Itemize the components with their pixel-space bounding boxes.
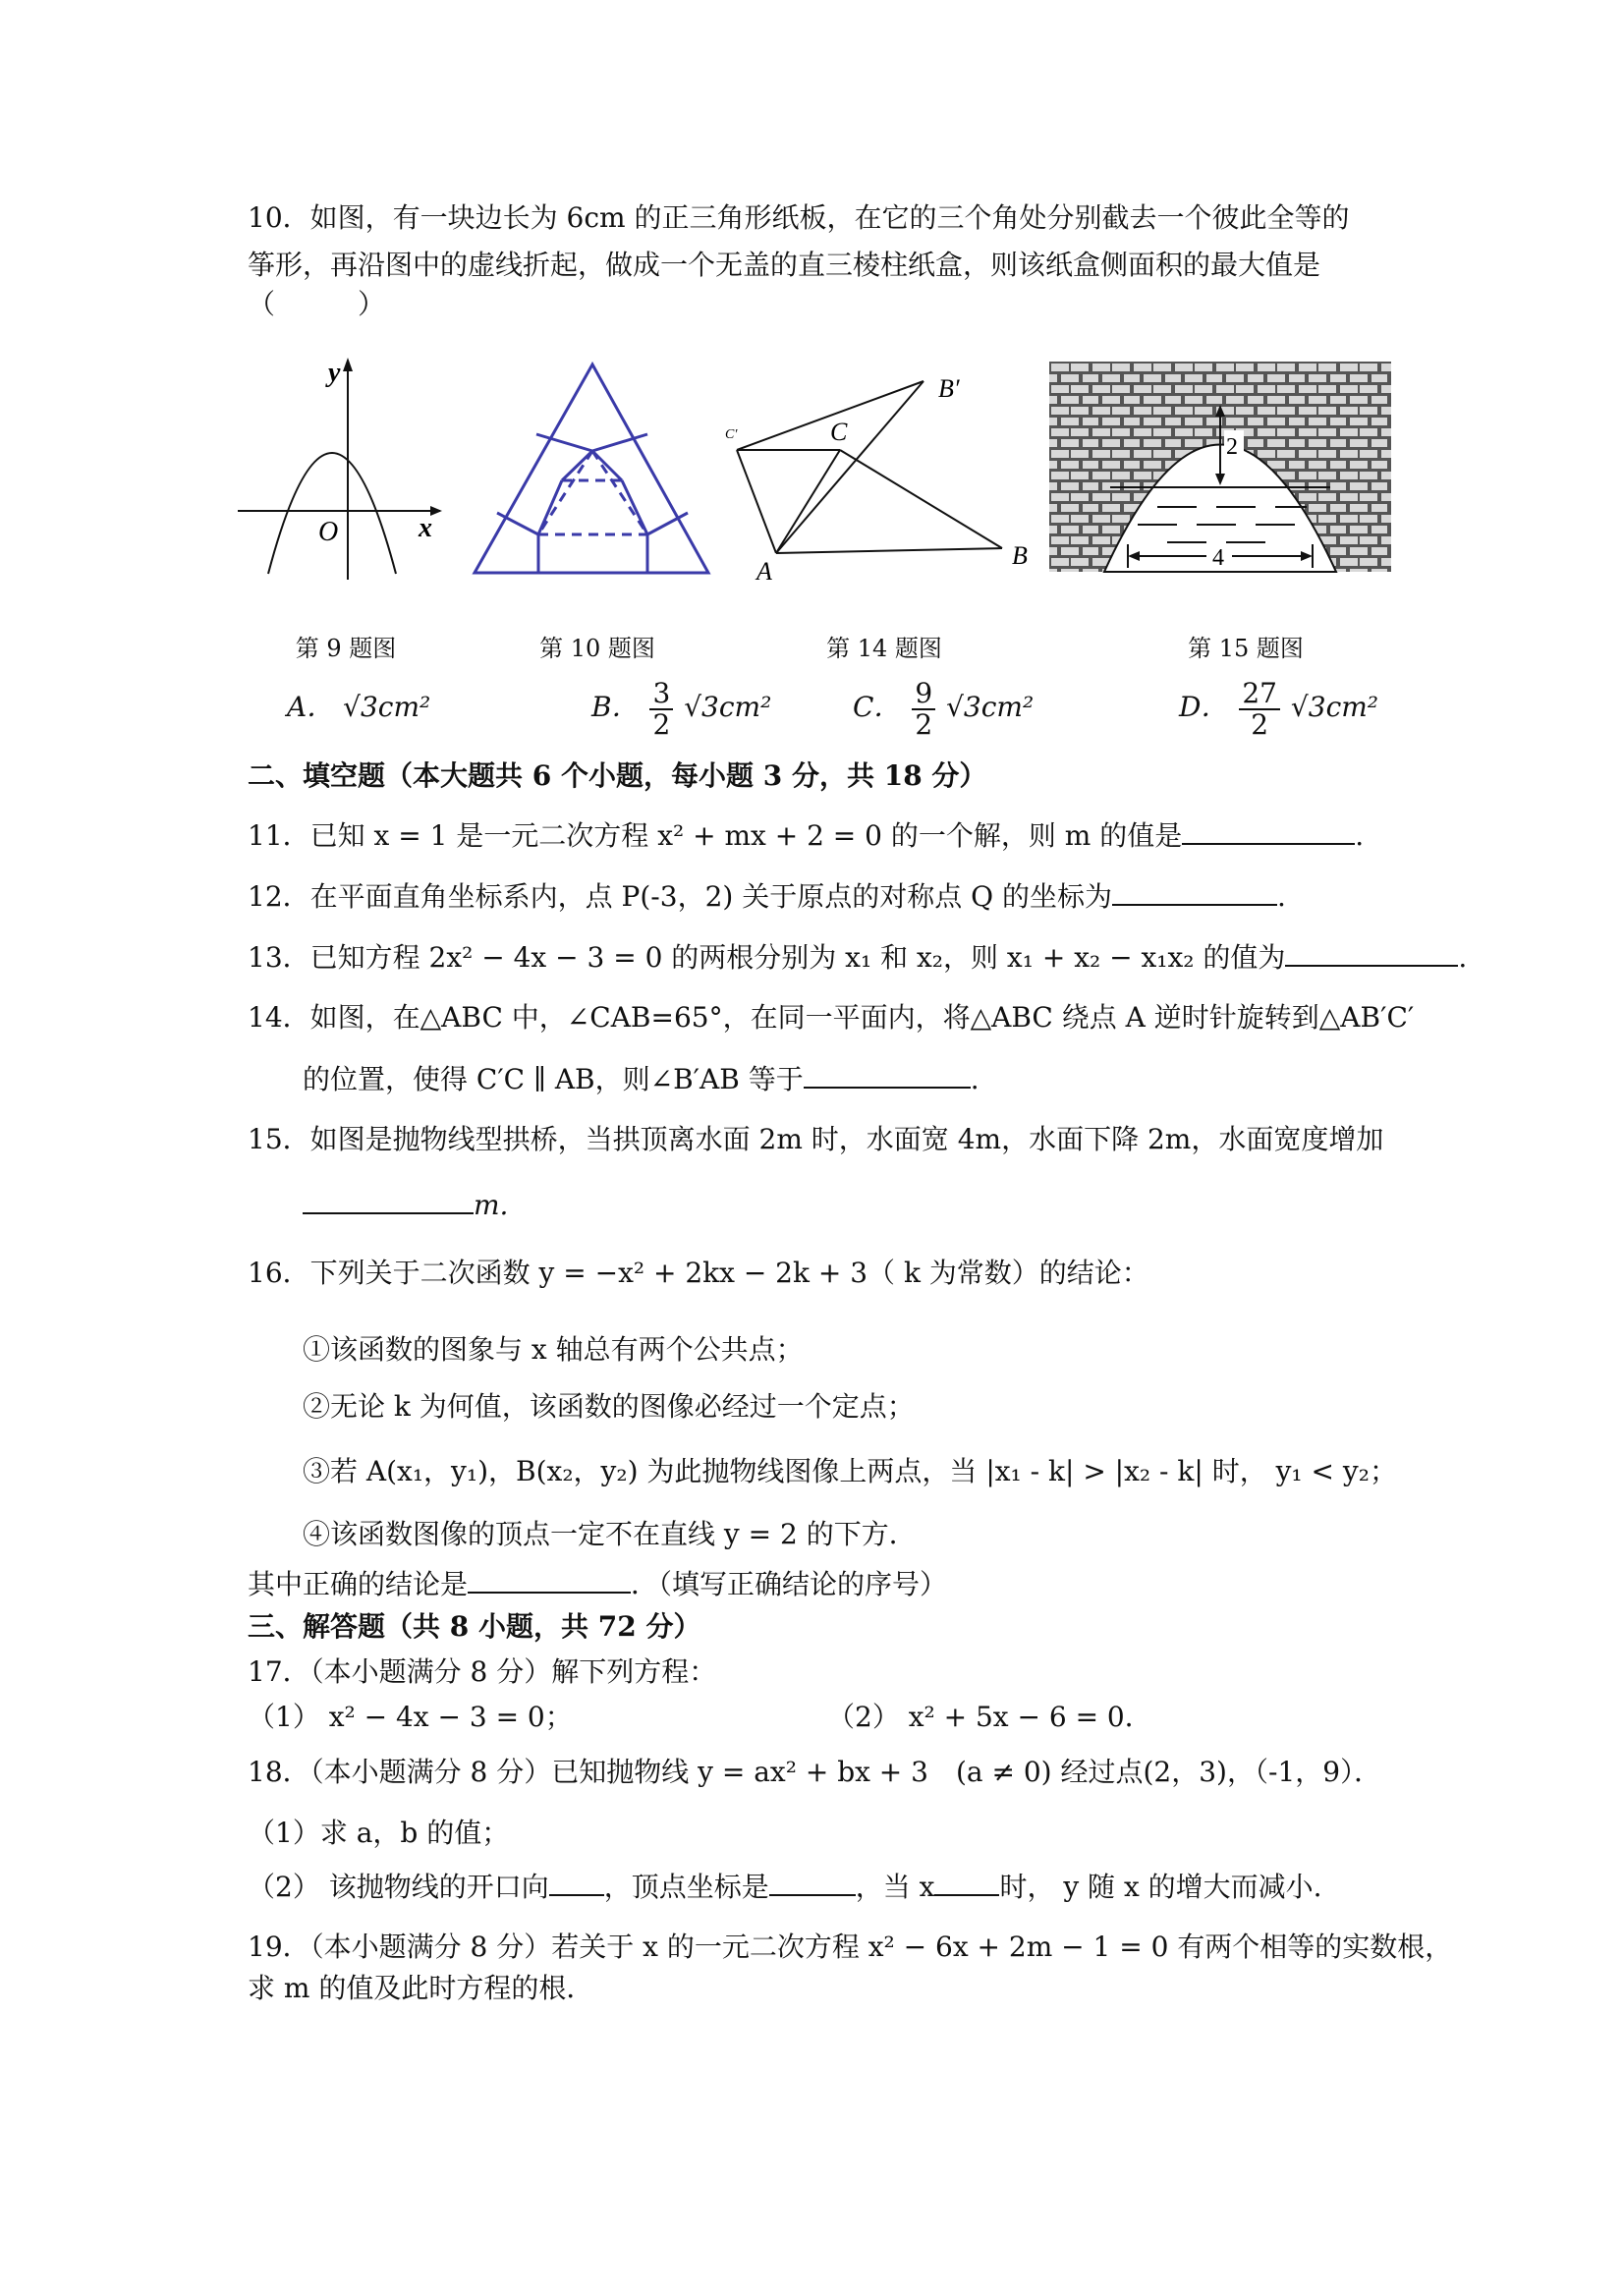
q18-part1: （1）求 a，b 的值； <box>248 1817 510 1849</box>
q16-statement-4: ④该函数图像的顶点一定不在直线 y = 2 的下方． <box>303 1518 917 1550</box>
q10-line1: 10．如图，有一块边长为 6cm 的正三角形纸板，在它的三个角处分别截去一个彼此全等的 <box>248 201 1350 234</box>
fig14-caption: 第 14 题图 <box>826 635 942 662</box>
q16-statement-3: ③若 A(x₁，y₁)，B(x₂，y₂) 为此抛物线图像上两点，当 |x₁ - k| > |x₂ - k| 时， y₁ < y₂； <box>303 1455 1397 1487</box>
q10-line3: （ ） <box>248 288 386 320</box>
option-d: D． $\frac{27}{2}$ √3cm² <box>1179 676 1379 741</box>
fig14-label-cprime: C′ <box>725 427 738 442</box>
figure-10-triangle <box>468 360 715 578</box>
fig14-label-b: B <box>1012 541 1028 570</box>
q16-line1: 16．下列关于二次函数 y = −x² + 2kx − 2k + 3（ k 为常数）的结论： <box>248 1257 1149 1289</box>
q15-line1: 15．如图是抛物线型拱桥，当拱顶离水面 2m 时，水面宽 4m，水面下降 2m，水面宽度增加 <box>248 1123 1384 1155</box>
fig14-label-a: A <box>756 557 772 586</box>
q16-statement-2: ②无论 k 为何值，该函数的图像必经过一个定点； <box>303 1390 915 1423</box>
fig14-label-c: C <box>830 418 848 446</box>
fig10-caption: 第 10 题图 <box>539 635 655 662</box>
q15-line2: m. <box>303 1185 1387 1225</box>
fig9-y-label: y <box>328 358 341 388</box>
q17-part2: （2） x² + 5x − 6 = 0． <box>827 1701 1152 1733</box>
fig9-origin-label: O <box>318 517 339 547</box>
option-c: C． $\frac{9}{2}$ √3cm² <box>853 676 1035 741</box>
fig15-width-label: 4 <box>1212 545 1224 571</box>
figure-9-parabola <box>234 352 450 588</box>
q17-line1: 17．（本小题满分 8 分）解下列方程： <box>248 1655 717 1688</box>
fig9-caption: 第 9 题图 <box>295 635 397 662</box>
q12: 12．在平面直角坐标系内，点 P(-3，2) 关于原点的对称点 Q 的坐标为 . <box>248 876 1387 917</box>
figure-14-rotation <box>717 362 1041 588</box>
q14-line2: 的位置，使得 C′C ∥ AB，则∠B′AB 等于 . <box>303 1059 1387 1099</box>
fig14-label-bprime: B′ <box>938 374 960 403</box>
option-a: A． √3cm² <box>287 691 431 723</box>
q13: 13．已知方程 2x² − 4x − 3 = 0 的两根分别为 x₁ 和 x₂，则 x₁ + x₂ − x₁x₂ 的值为 . <box>248 937 1387 978</box>
figure-15-arch-bridge <box>1049 362 1391 580</box>
q18-part2: （2） 该抛物线的开口向 ，顶点坐标是 ，当 x 时， y 随 x 的增大而减小. <box>248 1867 1387 1907</box>
section-3-heading: 三、解答题（共 8 小题，共 72 分） <box>248 1610 701 1643</box>
q10-line2: 筝形，再沿图中的虚线折起，做成一个无盖的直三棱柱纸盒，则该纸盒侧面积的最大值是 <box>248 249 1321 281</box>
q18-line1: 18．（本小题满分 8 分）已知抛物线 y = ax² + bx + 3 (a ≠ 0) 经过点(2，3)，（-1，9）． <box>248 1756 1382 1788</box>
fig15-height-label: 2 <box>1226 434 1238 460</box>
option-b: B． $\frac{3}{2}$ √3cm² <box>591 676 772 741</box>
fig15-caption: 第 15 题图 <box>1188 635 1304 662</box>
fig9-x-label: x <box>419 513 432 543</box>
q14-line1: 14．如图，在△ABC 中，∠CAB=65°，在同一平面内，将△ABC 绕点 A 逆时针旋转到△AB′C′ <box>248 1001 1415 1034</box>
q16-answer: 其中正确的结论是 ．（填写正确结论的序号） <box>248 1564 1387 1604</box>
section-2-heading: 二、填空题（本大题共 6 个小题，每小题 3 分，共 18 分） <box>248 759 987 792</box>
q17-part1: （1） x² − 4x − 3 = 0； <box>248 1701 573 1733</box>
q19-line2: 求 m 的值及此时方程的根． <box>248 1972 594 2004</box>
q19-line1: 19．（本小题满分 8 分）若关于 x 的一元二次方程 x² − 6x + 2m − 1 = 0 有两个相等的实数根， <box>248 1931 1453 1963</box>
q16-statement-1: ①该函数的图象与 x 轴总有两个公共点； <box>303 1333 804 1366</box>
q11: 11．已知 x = 1 是一元二次方程 x² + mx + 2 = 0 的一个解，则 m 的值是 . <box>248 815 1387 856</box>
